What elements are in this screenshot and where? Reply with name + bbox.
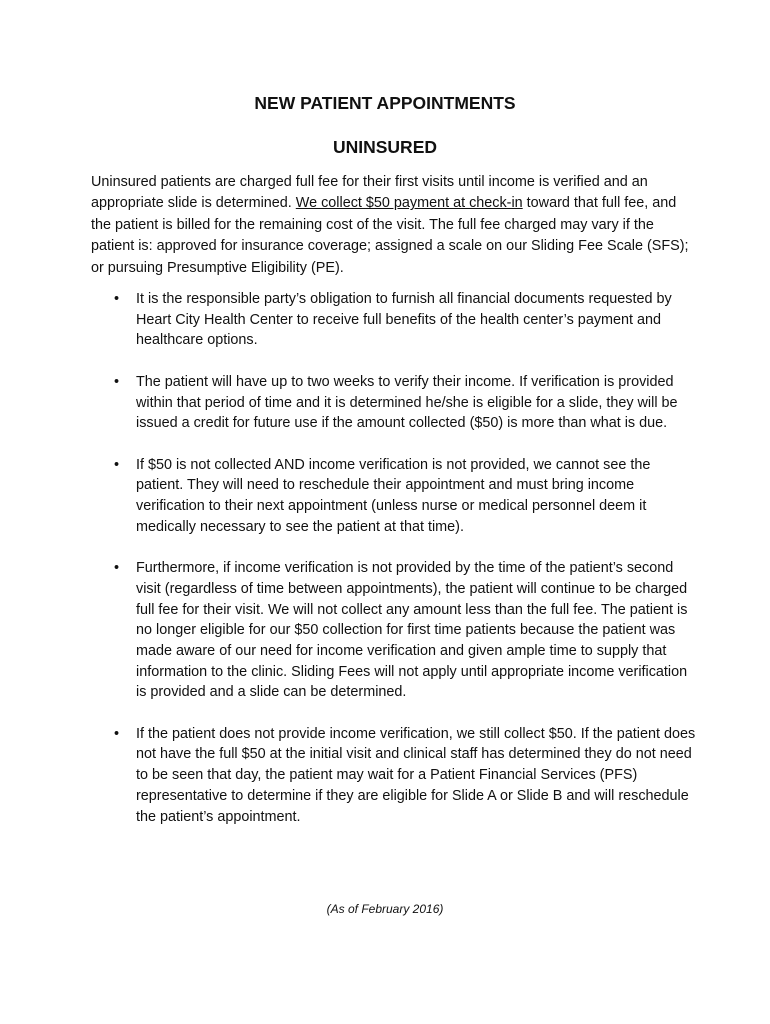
bullet-item [91,724,696,828]
intro-text-part1: Uninsured patients are charged full fee for their first visits until income is verified and an appropriate slide is determined. [91,174,648,212]
bullet-text: If $50 is not collected AND income verification is not provided, we cannot see the patient. They will need to reschedule their appointment and must bring income verification to their next appointment (unless nurse or medical personnel deem it medically necessary to see the patient at that time). [136,456,651,535]
bullet-text: Furthermore, if income verification is not provided by the time of the patient’s second visit (regardless of time between appointments), the patient will continue to be charged full fee for their visit. We will not collect any amount less than the full fee. The patient is no longer eligible for our $50 collection for first time patients because the patient was made aware of our need for income verification and given ample time to supply that information to the clinic. Sliding Fees will not apply until appropriate income verification is provided and a slide can be determined. [136,560,688,701]
intro-text-part2: toward that full fee, and the patient is billed for the remaining cost of the visit. The full fee charged may vary if the patient is: approved for insurance coverage; assigned a scale on our Sliding Fee Scale (SFS); or pursuing Presumptive Eligibility (PE). [91,195,689,276]
intro-underlined-text: We collect $50 payment at check-in [295,195,523,212]
bullet-item [91,558,696,703]
intro-paragraph [91,172,696,279]
footer-date-note: (As of February 2016) [326,902,444,916]
bullet-item [91,372,696,434]
bullet-text: The patient will have up to two weeks to verify their income. If verification is provided within that period of time and it is determined he/she is eligible for a slide, they will be issued a credit for future use if the amount collected ($50) is more than what is due. [136,373,678,432]
page-title: NEW PATIENT APPOINTMENTS [254,93,516,113]
bullet-icon: • [114,291,120,307]
bullet-icon: • [114,373,120,390]
page-subtitle: UNINSURED [332,137,438,157]
bullet-icon: • [114,560,120,577]
policy-bullet-list [91,289,696,848]
bullet-icon: • [114,725,120,742]
bullet-item [91,289,696,351]
bullet-item [91,455,696,538]
bullet-text: If the patient does not provide income verification, we still collect $50. If the patient does not have the full $50 at the initial visit and clinical staff has determined they do not need to be seen that day, the patient may wait for a Patient Financial Services (PFS) representative to determine if they are eligible for Slide A or Slide B and will reschedule the patient’s appointment. [136,725,696,825]
bullet-icon: • [114,456,120,473]
bullet-text: It is the responsible party’s obligation to furnish all financial documents requested by Heart City Health Center to receive full benefits of the health center’s payment and healthcare options. [136,291,672,349]
